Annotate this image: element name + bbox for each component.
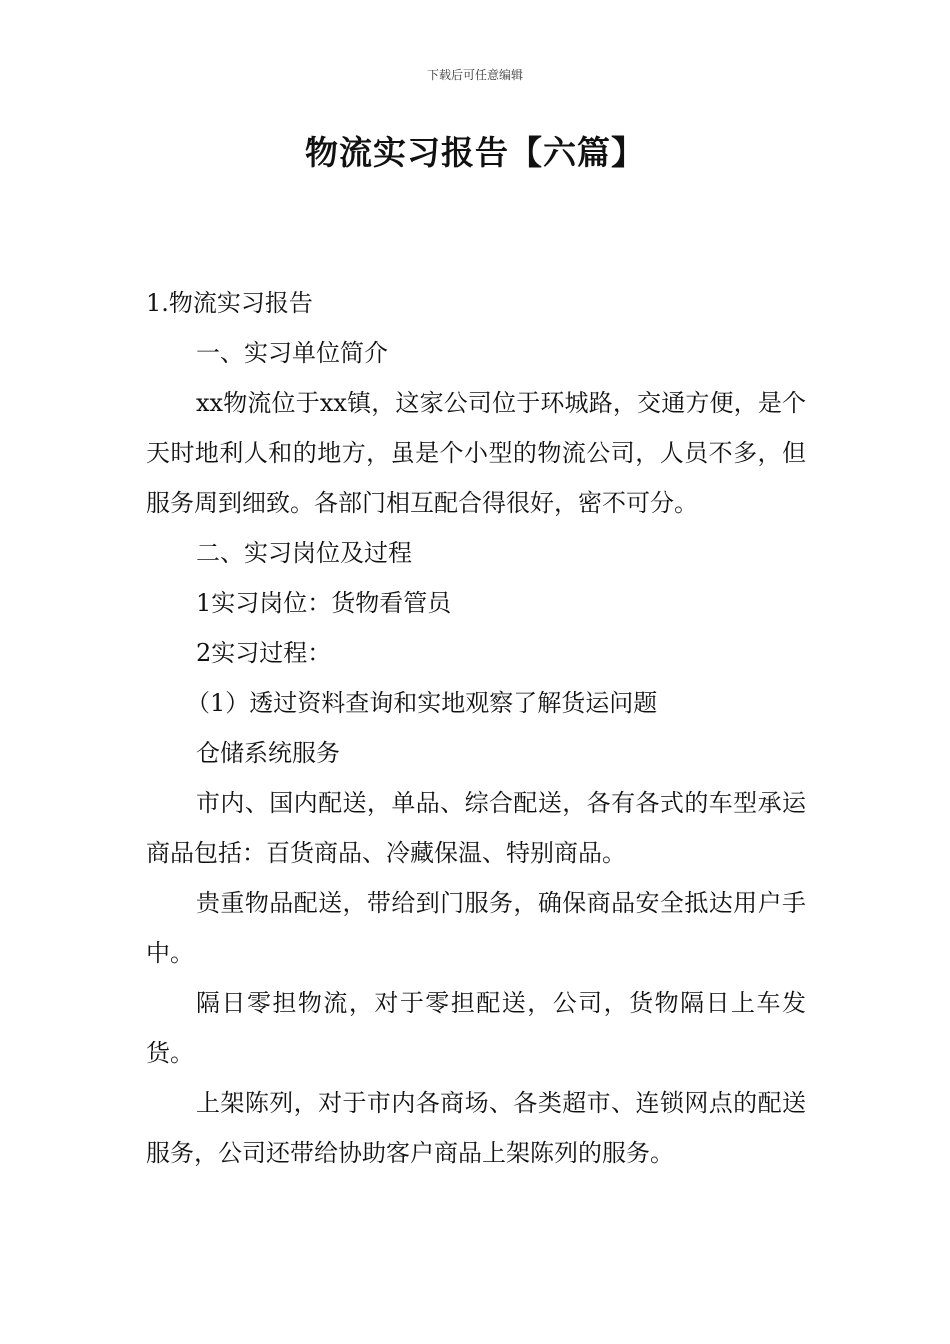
paragraph: （1）透过资料查询和实地观察了解货运问题 bbox=[186, 689, 658, 717]
header-note: 下载后可任意编辑 bbox=[426, 68, 523, 82]
document-body bbox=[146, 278, 806, 1178]
paragraph: 上架陈列，对于市内各商场、各类超市、连锁网点的配送服务，公司还带给协助客户商品上架陈列的服务。 bbox=[146, 1089, 806, 1167]
paragraph: 贵重物品配送，带给到门服务，确保商品安全抵达用户手中。 bbox=[146, 889, 806, 967]
paragraph: 隔日零担物流，对于零担配送，公司，货物隔日上车发货。 bbox=[146, 989, 806, 1067]
paragraph: 仓储系统服务 bbox=[196, 739, 340, 767]
paragraph: 1实习岗位：货物看管员 bbox=[196, 589, 452, 617]
paragraph: 市内、国内配送，单品、综合配送，各有各式的车型承运商品包括：百货商品、冷藏保温、特别商品。 bbox=[146, 789, 806, 867]
section-heading: 1.物流实习报告 bbox=[146, 289, 313, 317]
paragraph: xx物流位于xx镇，这家公司位于环城路，交通方便，是个天时地利人和的地方，虽是个小型的物流公司，人员不多，但服务周到细致。各部门相互配合得很好，密不可分。 bbox=[146, 389, 806, 517]
paragraph-heading-2: 二、实习岗位及过程 bbox=[196, 539, 412, 567]
document-title: 物流实习报告【六篇】 bbox=[305, 133, 645, 172]
paragraph-heading-1: 一、实习单位简介 bbox=[196, 339, 388, 367]
paragraph: 2实习过程： bbox=[196, 639, 332, 667]
